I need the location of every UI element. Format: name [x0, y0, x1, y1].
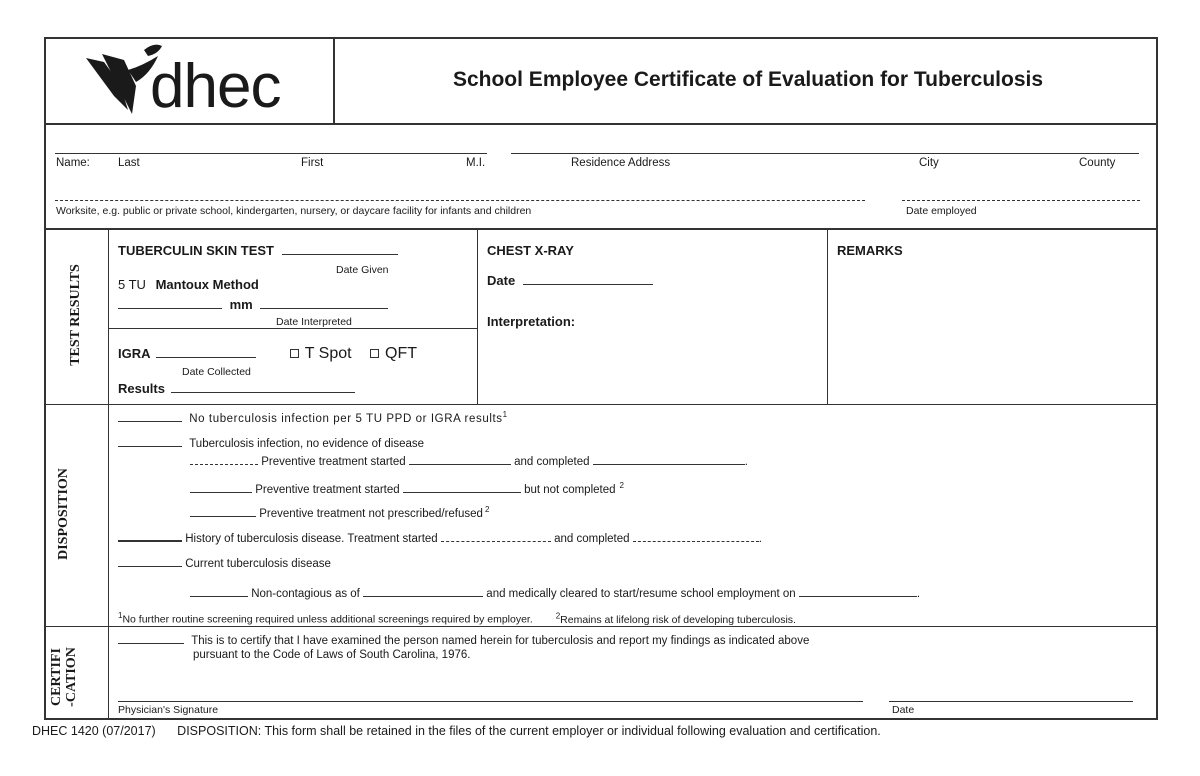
pt-not-prescribed-text: Preventive treatment not prescribed/refused — [259, 508, 483, 520]
pt-started-date-blank[interactable] — [409, 453, 511, 465]
current-check-blank[interactable] — [118, 555, 182, 567]
name-label: Name: — [56, 157, 90, 169]
disposition-section-label: DISPOSITION — [56, 468, 71, 560]
test-results-section-label: TEST RESULTS — [68, 264, 83, 366]
chest-column-divider — [477, 228, 478, 404]
last-label: Last — [118, 157, 140, 169]
disposition-top-rule — [45, 404, 1157, 405]
cleared-date-blank[interactable] — [799, 585, 917, 597]
cert-date-label: Date — [892, 704, 915, 716]
no-infection-blank[interactable] — [118, 410, 182, 422]
signature-label: Physician's Signature — [118, 704, 219, 716]
disp-line-noncontagious: Non-contagious as of and medically cleared to start/resume school employment on . — [190, 585, 920, 600]
test-results-top-rule — [45, 228, 1157, 230]
tst-title: TUBERCULIN SKIN TEST — [118, 243, 274, 258]
history-text: History of tuberculosis disease. Treatment started — [185, 533, 438, 545]
igra-row — [118, 345, 417, 363]
footnotes: $^1$No further routine screening required unless additional screenings required by employer. $^2$Remains at lifelong risk of developing tuberculosis. — [118, 611, 796, 626]
pt-completed-date-blank[interactable] — [593, 453, 745, 465]
results-label: Results — [118, 381, 165, 396]
infection-text: Tuberculosis infection, no evidence of disease — [189, 438, 425, 450]
pt-not-completed-check-blank[interactable] — [190, 481, 252, 493]
worksite-line — [55, 200, 865, 201]
pt-started-text: Preventive treatment started — [261, 456, 406, 468]
chest-date-blank[interactable] — [523, 273, 653, 285]
pt-started-check-blank[interactable] — [190, 453, 258, 465]
date-collected-blank[interactable] — [156, 346, 256, 358]
cert-check-blank[interactable] — [118, 632, 184, 644]
date-employed-label: Date employed — [906, 205, 977, 217]
signature-line — [118, 701, 863, 702]
date-employed-line — [902, 200, 1140, 201]
chest-date-label: Date — [487, 273, 516, 288]
form-id: DHEC 1420 (07/2017) — [32, 724, 156, 738]
disp-line-pt-started: Preventive treatment started and completed . — [190, 453, 748, 468]
no-infection-text: No tuberculosis infection per 5 TU PPD or IGRA results — [189, 413, 503, 425]
disp-line-current — [118, 555, 331, 570]
history-started-date-blank[interactable] — [441, 530, 551, 542]
chest-xray-title: CHEST X-RAY — [487, 243, 574, 258]
history-check-blank[interactable] — [118, 529, 182, 542]
disp-line-pt-not-prescribed: Preventive treatment not prescribed/refused $^2$ — [190, 505, 489, 520]
footnote-2: Remains at lifelong risk of developing tuberculosis. — [560, 613, 796, 626]
results-row — [118, 381, 355, 396]
date-given-label: Date Given — [336, 264, 389, 276]
infection-blank[interactable] — [118, 435, 182, 447]
certification-top-rule — [45, 626, 1157, 627]
cert-text-row — [118, 632, 809, 647]
history-completed-date-blank[interactable] — [633, 530, 759, 542]
address-label: Residence Address — [571, 157, 671, 169]
tst-row — [118, 243, 398, 258]
mantoux-method: Mantoux Method — [155, 277, 259, 292]
interpretation-label: Interpretation: — [487, 314, 576, 329]
igra-label: IGRA — [118, 346, 151, 361]
cert-date-line — [889, 701, 1133, 702]
address-line — [511, 153, 1139, 154]
dhec-logo — [84, 40, 314, 122]
certification-section-label: CERTIFI -CATION — [49, 647, 79, 707]
qft-label: QFT — [385, 345, 418, 362]
history-completed-text: and completed — [554, 533, 630, 545]
noncontagious-text: Non-contagious as of — [251, 588, 360, 600]
mantoux-prefix: 5 TU — [118, 277, 146, 292]
date-interpreted-blank[interactable] — [260, 297, 388, 309]
results-blank[interactable] — [171, 381, 355, 393]
but-not-completed-text: but not completed — [524, 484, 616, 496]
disposition-note: DISPOSITION: This form shall be retained in the files of the current employer or individual following evaluation and certification. — [177, 724, 881, 738]
date-collected-label: Date Collected — [182, 366, 251, 378]
city-label: City — [919, 157, 939, 169]
first-label: First — [301, 157, 324, 169]
mm-row — [118, 297, 388, 312]
mi-label: M.I. — [466, 157, 486, 169]
cert-text-2: pursuant to the Code of Laws of South Carolina, 1976. — [193, 649, 471, 661]
remarks-column-divider — [827, 228, 828, 404]
current-text: Current tuberculosis disease — [185, 558, 331, 570]
date-given-blank[interactable] — [282, 243, 398, 255]
header-divider — [333, 38, 335, 124]
mm-label: mm — [229, 297, 253, 312]
noncontagious-date-blank[interactable] — [363, 585, 483, 597]
disp-line-infection — [118, 435, 424, 450]
mantoux-row — [118, 277, 259, 292]
header-bottom-rule — [45, 123, 1157, 125]
chest-date-row — [487, 273, 653, 288]
page-title: School Employee Certificate of Evaluation for Tuberculosis — [452, 68, 1044, 91]
footnote-1: No further routine screening required unless additional screenings required by employer. — [122, 613, 533, 626]
logo-wordmark: dhec — [150, 52, 281, 121]
pt-completed-text: and completed — [514, 456, 590, 468]
noncontagious-check-blank[interactable] — [190, 585, 248, 597]
tspot-label: T Spot — [304, 345, 352, 362]
name-line — [55, 153, 487, 154]
mm-blank[interactable] — [118, 297, 222, 309]
cert-text-1: This is to certify that I have examined the person named herein for tuberculosis and report my findings as indicated above — [191, 635, 810, 647]
tst-igra-divider — [108, 328, 477, 329]
remarks-title: REMARKS — [837, 243, 903, 258]
pt-not-prescribed-check-blank[interactable] — [190, 505, 256, 517]
pt-started2-date-blank[interactable] — [403, 481, 521, 493]
worksite-label: Worksite, e.g. public or private school, kindergarten, nursery, or daycare facility for infants and children — [56, 205, 532, 217]
county-label: County — [1079, 157, 1116, 169]
pt-started2-text: Preventive treatment started — [255, 484, 400, 496]
footer — [32, 724, 881, 738]
date-interpreted-label: Date Interpreted — [276, 316, 352, 328]
cleared-text: and medically cleared to start/resume school employment on — [486, 588, 796, 600]
tspot-checkbox[interactable] — [290, 349, 299, 358]
disp-line-pt-not-completed: Preventive treatment started but not completed $^2$ — [190, 481, 624, 496]
qft-checkbox[interactable] — [370, 349, 379, 358]
disp-line-no-infection: No tuberculosis infection per 5 TU PPD or IGRA results$^1$ — [118, 410, 507, 425]
left-label-column-divider — [108, 228, 109, 719]
disp-line-history: History of tuberculosis disease. Treatment started and completed . — [118, 529, 762, 545]
